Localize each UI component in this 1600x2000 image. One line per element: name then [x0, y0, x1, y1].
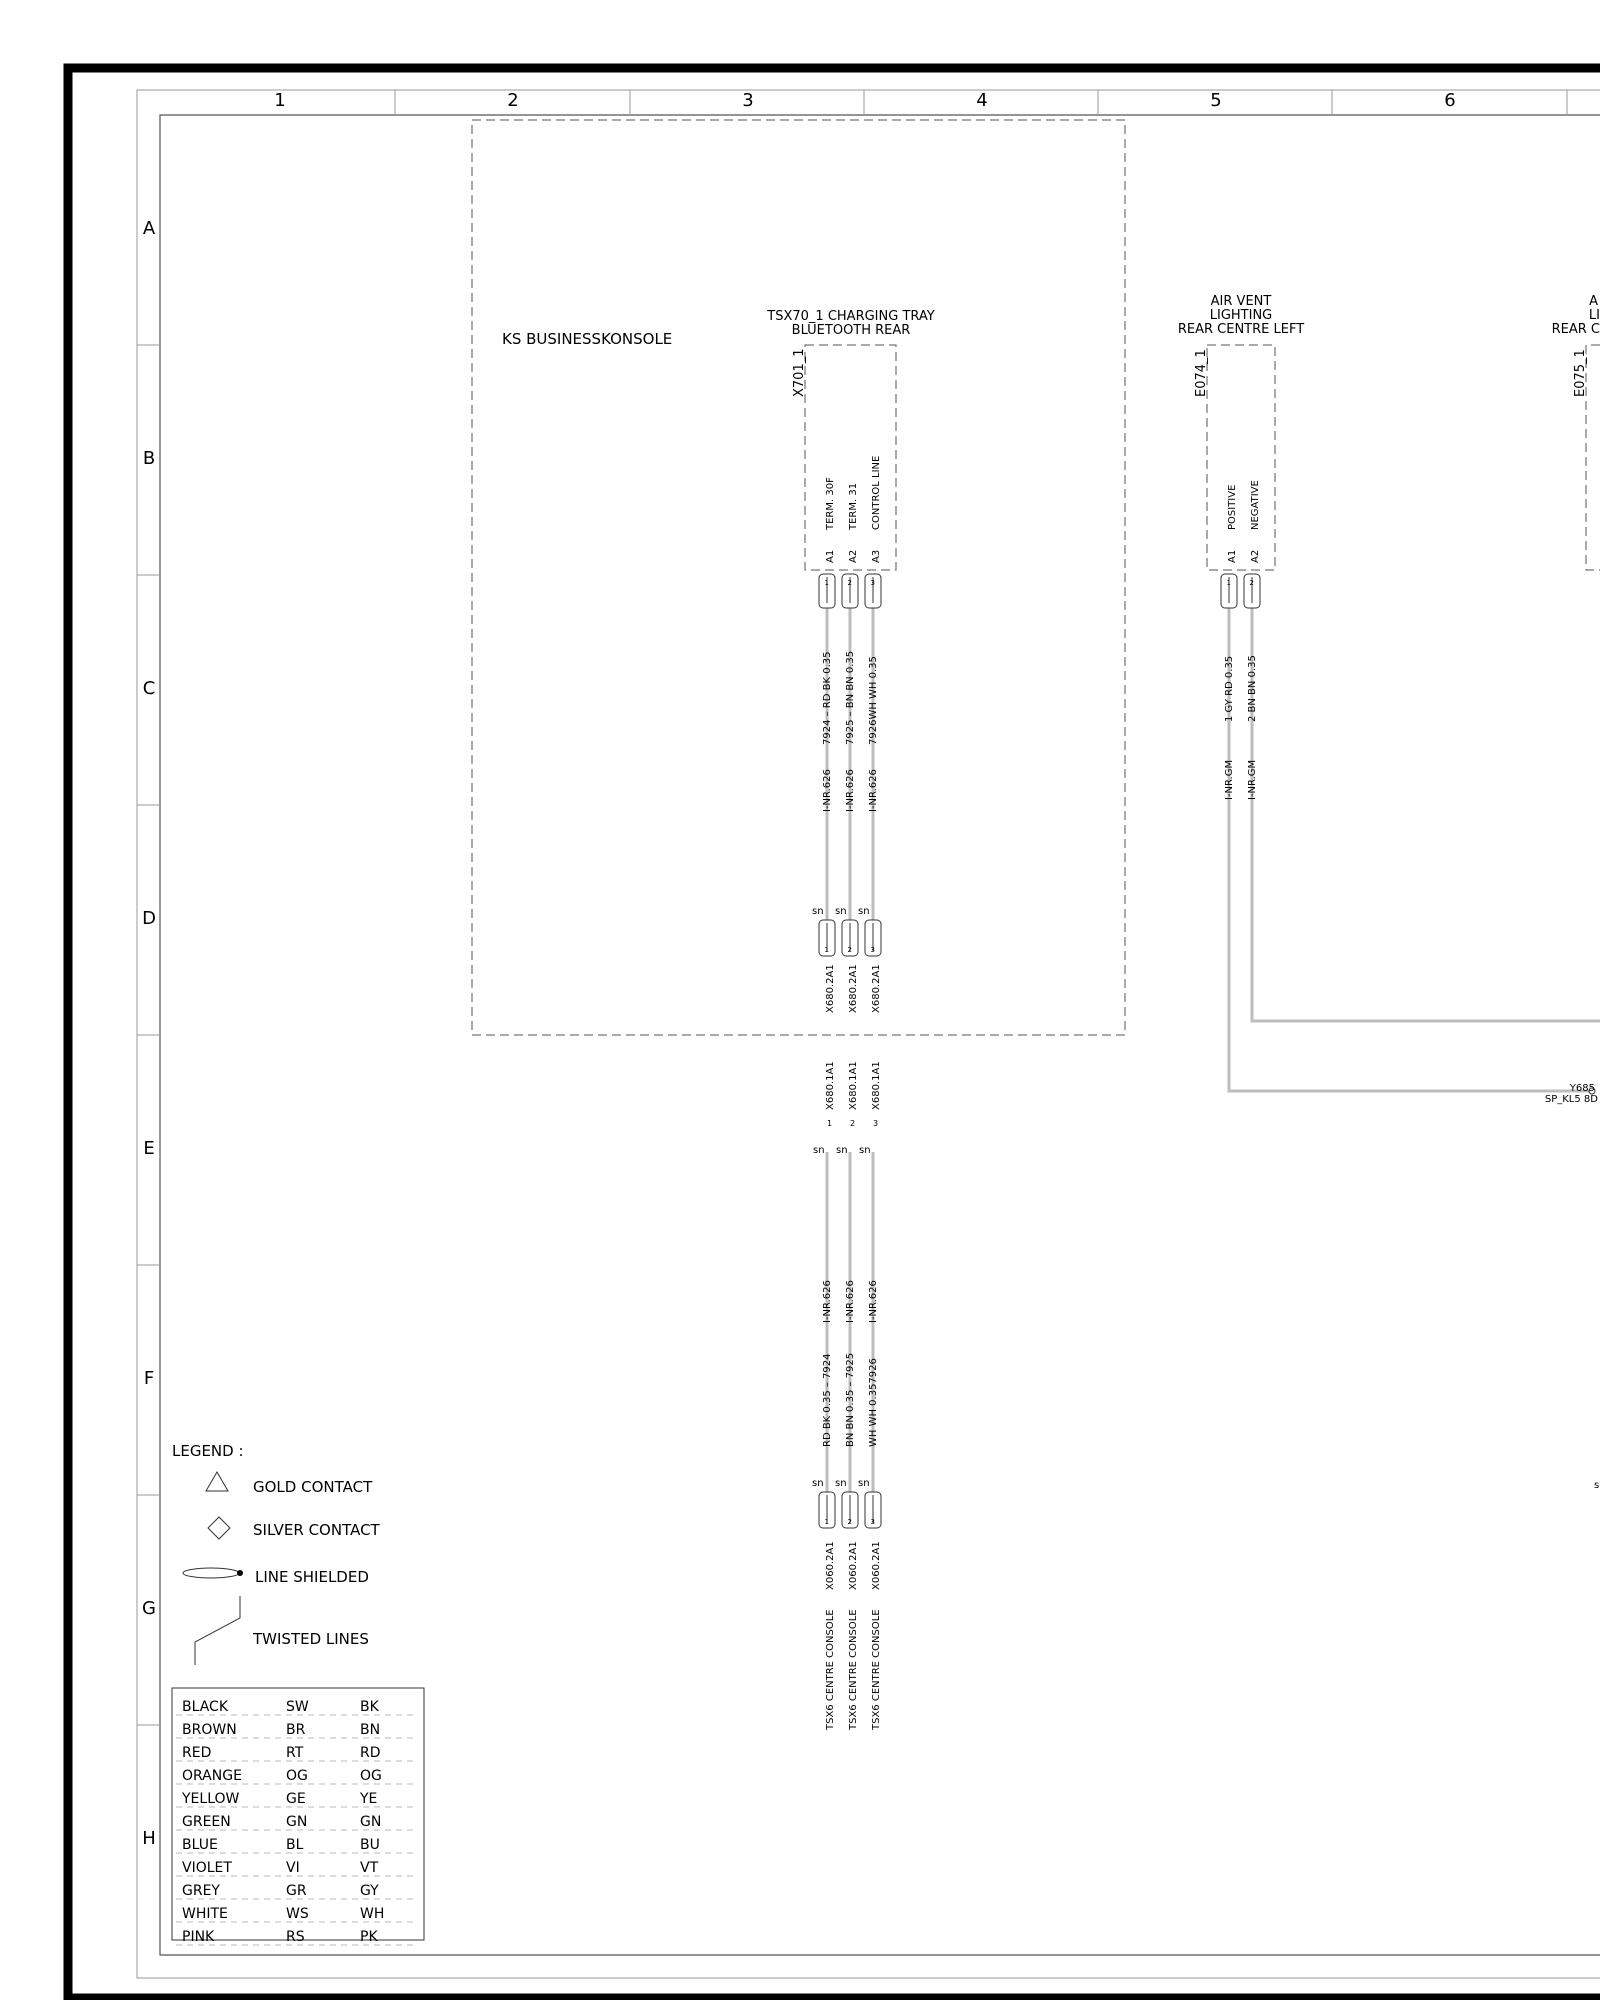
gold-contact-icon [206, 1472, 228, 1491]
silver-contact-icon [208, 1517, 230, 1539]
e075-id: E075_1 [1573, 349, 1588, 397]
row-label: A [142, 218, 156, 239]
pin-id: A2 [848, 549, 859, 563]
pin-function: CONTROL LINE [871, 455, 882, 530]
row-label: E [143, 1138, 155, 1159]
connector-group [812, 574, 1260, 1528]
pin-function: TERM. 31 [848, 482, 859, 530]
e074-title: AIR VENT [1210, 294, 1272, 309]
wire-spec: 7925 – BN BN 0.35 [845, 650, 856, 745]
tsx70-component-box [805, 345, 896, 570]
pin-number: 3 [873, 1119, 879, 1128]
legend-twisted: TWISTED LINES [253, 1630, 369, 1648]
pin-id: A1 [825, 549, 836, 563]
wire-group [824, 607, 1600, 1492]
color-table-cell: BN [360, 1722, 381, 1738]
color-table-cell: WHITE [182, 1906, 228, 1922]
e074-title: REAR CENTRE LEFT [1177, 322, 1305, 337]
legend-gold: GOLD CONTACT [253, 1478, 373, 1496]
color-table-cell: PK [360, 1929, 378, 1945]
color-table-cell: BU [360, 1837, 380, 1853]
pin-number: 2 [847, 1518, 852, 1526]
column-label: 2 [507, 90, 519, 111]
color-table-cell: OG [360, 1768, 382, 1784]
color-table-cell: BLACK [182, 1699, 229, 1715]
color-table-cell: WS [286, 1906, 309, 1922]
color-table-cell: GE [286, 1791, 306, 1807]
pin-id: A3 [871, 549, 882, 563]
wire-spec: WH WH 0.357926 [868, 1358, 879, 1447]
connector-label: X680.1A1 [848, 1061, 859, 1110]
row-label: F [143, 1368, 155, 1389]
color-table-cell: BK [360, 1699, 379, 1715]
legend-title: LEGEND : [172, 1442, 244, 1460]
sn-label: sn [835, 1478, 847, 1489]
color-table-body [176, 1699, 418, 1945]
column-label: 4 [976, 90, 988, 111]
shield-dot-icon [237, 1570, 243, 1576]
sn-label: sn [858, 1478, 870, 1489]
pin-number: 2 [847, 579, 852, 587]
pin-number: 1 [1226, 579, 1231, 587]
connector-label: X680.2A1 [871, 964, 882, 1013]
pin-id: A1 [1227, 549, 1238, 563]
color-table-cell: BL [286, 1837, 304, 1853]
pin-number: 2 [850, 1119, 856, 1128]
sn-label: sn [835, 906, 847, 917]
color-table-cell: OG [286, 1768, 308, 1784]
wire-ref: I-NR.626 [822, 769, 833, 812]
pin-number: 1 [824, 946, 829, 954]
wire [1252, 607, 1600, 1021]
e075-title: A [1589, 294, 1598, 309]
color-table-cell: YELLOW [182, 1791, 240, 1807]
connector-label: X060.2A1 [825, 1541, 836, 1590]
color-table-cell: YE [360, 1791, 378, 1807]
e075-title: REAR C [1551, 322, 1600, 337]
connector-label: X680.1A1 [871, 1061, 882, 1110]
pin-id: A2 [1250, 549, 1261, 563]
connector-label: X680.2A1 [848, 964, 859, 1013]
pin-number: 3 [870, 579, 875, 587]
wire-ref: I-NR.626 [868, 769, 879, 812]
wire-spec: 7926WH WH 0.35 [868, 656, 879, 745]
row-label: G [142, 1598, 156, 1619]
wire-ref: I-NR.626 [845, 769, 856, 812]
color-table-cell: RT [286, 1745, 304, 1761]
row-label: H [142, 1828, 156, 1849]
row-dividers [137, 345, 160, 1725]
connector-label: X060.2A1 [871, 1541, 882, 1590]
pin-number: 1 [824, 579, 829, 587]
sn-label: sn [836, 1145, 848, 1156]
splice-label: Y685 [1569, 1083, 1595, 1094]
color-table-cell: RD [360, 1745, 381, 1761]
tsx70-id: X701_1 [792, 348, 807, 397]
pin-function: NEGATIVE [1250, 480, 1261, 530]
connector-label: X680.2A1 [825, 964, 836, 1013]
column-label: 5 [1210, 90, 1222, 111]
shielded-line-icon [183, 1568, 239, 1578]
connector-label: X060.2A1 [848, 1541, 859, 1590]
tsx70-title: TSX70_1 CHARGING TRAY [767, 309, 935, 324]
color-table-cell: GREY [182, 1883, 220, 1899]
splice-label: SP_KL5 8D [1544, 1094, 1598, 1105]
wire-spec: 7924 – RD BK 0.35 [822, 651, 833, 745]
wire-ref: I-NR.GM [1247, 759, 1258, 800]
color-table-cell: VIOLET [182, 1860, 232, 1876]
color-table-cell: BROWN [182, 1722, 237, 1738]
connector-label: X680.1A1 [825, 1061, 836, 1110]
column-label: 1 [274, 90, 286, 111]
wire-spec: 1 GY RD 0.35 [1224, 655, 1235, 722]
color-table-cell: WH [360, 1906, 385, 1922]
color-table-cell: ORANGE [182, 1768, 242, 1784]
pin-function: TERM. 30F [825, 477, 836, 530]
twisted-lines-icon [195, 1596, 240, 1665]
color-table-cell: RS [286, 1929, 305, 1945]
column-label: 3 [742, 90, 754, 111]
business-console-boundary [472, 120, 1125, 1035]
sn-label: sn [812, 1478, 824, 1489]
wire-spec: RD BK 0.35 – 7924 [822, 1353, 833, 1447]
column-label: 6 [1444, 90, 1456, 111]
color-table-cell: GN [360, 1814, 382, 1830]
legend-silver: SILVER CONTACT [253, 1521, 380, 1539]
color-table-cell: BR [286, 1722, 306, 1738]
row-label: B [142, 448, 156, 469]
console-label: KS BUSINESSKONSOLE [502, 330, 673, 348]
pin-function: POSITIVE [1227, 484, 1238, 530]
row-label: C [142, 678, 156, 699]
centre-console-label: TSX6 CENTRE CONSOLE [871, 1609, 882, 1730]
e075-component-box [1586, 345, 1600, 570]
e074-title: LIGHTING [1209, 308, 1273, 323]
sn-label: sn [858, 906, 870, 917]
wire-ref: I-NR.626 [845, 1280, 856, 1323]
color-table-cell: RED [182, 1745, 212, 1761]
pin-number: 1 [824, 1518, 829, 1526]
color-table-cell: BLUE [182, 1837, 218, 1853]
e074-id: E074_1 [1194, 349, 1209, 397]
wire-ref: I-NR.626 [868, 1280, 879, 1323]
wire-ref: I-NR.GM [1224, 759, 1235, 800]
color-table-cell: GY [360, 1883, 379, 1899]
sn-label: sn [812, 906, 824, 917]
partial-label: s [1594, 1480, 1600, 1491]
wire [1229, 607, 1590, 1091]
row-label: D [142, 908, 156, 929]
color-table-cell: GR [286, 1883, 307, 1899]
color-table-cell: GN [286, 1814, 308, 1830]
color-table-cell: PINK [182, 1929, 215, 1945]
pin-number: 3 [870, 946, 875, 954]
wire-ref: I-NR.626 [822, 1280, 833, 1323]
e075-title: LI [1588, 308, 1600, 323]
e074-component-box [1207, 345, 1275, 570]
inner-frame [137, 90, 1600, 1978]
centre-console-label: TSX6 CENTRE CONSOLE [848, 1609, 859, 1730]
sn-label: sn [859, 1145, 871, 1156]
pin-number: 3 [870, 1518, 875, 1526]
wire-spec: BN BN 0.35 – 7925 [845, 1352, 856, 1447]
centre-console-label: TSX6 CENTRE CONSOLE [825, 1609, 836, 1730]
pin-number: 1 [827, 1119, 833, 1128]
pin-number: 2 [847, 946, 852, 954]
color-table-cell: SW [286, 1699, 309, 1715]
pin-number: 2 [1249, 579, 1254, 587]
color-table-cell: VT [360, 1860, 379, 1876]
wire-spec: 2 BN BN 0.35 [1247, 655, 1258, 722]
legend-shielded: LINE SHIELDED [255, 1568, 369, 1586]
sn-label: sn [813, 1145, 825, 1156]
color-table-cell: GREEN [182, 1814, 231, 1830]
tsx70-title: BLUETOOTH REAR [791, 323, 911, 338]
color-table-cell: VI [286, 1860, 300, 1876]
